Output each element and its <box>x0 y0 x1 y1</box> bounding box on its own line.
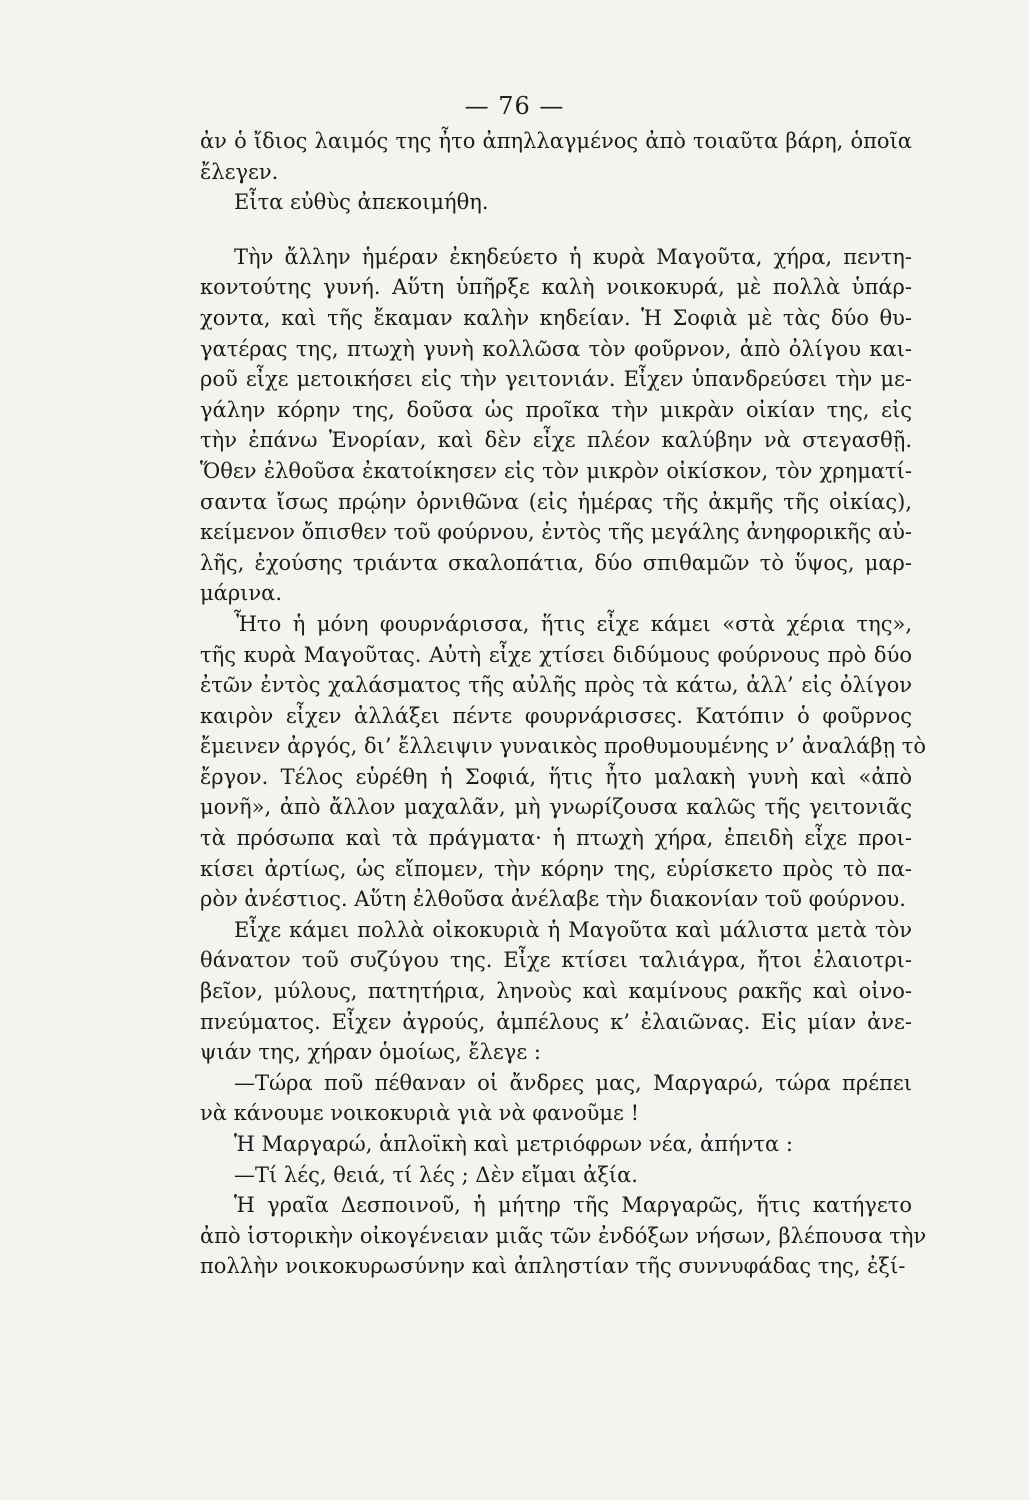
paragraph <box>200 1068 912 1129</box>
paragraph <box>200 242 912 609</box>
paragraph <box>200 915 912 1068</box>
text-line: Εἶτα εὐθὺς ἀπεκοιμήθη. <box>234 190 489 215</box>
page-number: — 76 — <box>464 92 565 120</box>
text-line: τῆς κυρὰ Μαγοῦτας. Αὐτὴ εἶχε χτίσει διδύμους φούρνους πρὸ δύο <box>200 642 912 667</box>
text-line: Ἦτο ἡ μόνη φουρνάρισσα, ἥτις εἶχε κάμει «στὰ χέρια της», <box>234 611 912 636</box>
text-line: νὰ κάνουμε νοικοκυριὰ γιὰ νὰ φανοῦμε ! <box>200 1101 640 1126</box>
text-line: βεῖον, μύλους, πατητήρια, ληνοὺς καὶ καμίνους ρακῆς καὶ οἰνο- <box>200 979 912 1004</box>
text-line: —Τί λές, θειά, τί λές ; Δὲν εἴμαι ἀξία. <box>234 1162 638 1187</box>
text-line: Τὴν ἄλλην ἡμέραν ἐκηδεύετο ἡ κυρὰ Μαγοῦτα, χήρα, πεντη- <box>234 244 912 269</box>
text-line: ἔργον. Τέλος εὑρέθη ἡ Σοφιά, ἥτις ἦτο μαλακὴ γυνὴ καὶ «ἀπὸ <box>200 764 912 789</box>
body-text <box>200 126 927 1282</box>
text-line: πολλὴν νοικοκυρωσύνην καὶ ἀπληστίαν τῆς συννυφάδας της, ἐξί- <box>200 1254 906 1279</box>
text-line: σαντα ἴσως πρῴην ὀρνιθῶνα (εἰς ἡμέρας τῆς ἀκμῆς τῆς οἰκίας), <box>200 489 912 514</box>
text-line: ψιάν της, χήραν ὁμοίως, ἔλεγε : <box>200 1040 541 1065</box>
text-line: Εἶχε κάμει πολλὰ οἰκοκυριὰ ἡ Μαγοῦτα καὶ μάλιστα μετὰ τὸν <box>234 917 912 942</box>
paragraph <box>200 609 926 915</box>
text-line: Ἡ γραῖα Δεσποινοῦ, ἡ μήτηρ τῆς Μαργαρῶς, ἥτις κατήγετο <box>234 1193 912 1218</box>
text-line: ἔλεγεν. <box>200 159 279 184</box>
text-line: μονῆ», ἀπὸ ἄλλον μαχαλᾶν, μὴ γνωρίζουσα καλῶς τῆς γειτονιᾶς <box>200 795 912 820</box>
text-line: γάλην κόρην της, δοῦσα ὡς προῖκα τὴν μικρὰν οἰκίαν της, εἰς <box>200 397 912 422</box>
text-line: κίσει ἀρτίως, ὡς εἴπομεν, τὴν κόρην της, εὑρίσκετο πρὸς τὸ πα- <box>200 856 912 881</box>
text-line: γατέρας της, πτωχὴ γυνὴ κολλῶσα τὸν φοῦρνον, ἀπὸ ὀλίγου και- <box>200 336 912 361</box>
text-line: μάρινα. <box>200 581 283 606</box>
paragraph <box>200 1129 912 1160</box>
paragraph-gap <box>200 218 912 242</box>
paragraph <box>200 1160 912 1191</box>
text-line: καιρὸν εἶχεν ἀλλάξει πέντε φουρνάρισσες. Κατόπιν ὁ φοῦρνος <box>200 703 912 728</box>
paragraph <box>200 1190 927 1282</box>
text-line: θάνατον τοῦ συζύγου της. Εἶχε κτίσει ταλιάγρα, ἤτοι ἐλαιοτρι- <box>200 948 912 973</box>
text-line: ἐτῶν ἐντὸς χαλάσματος τῆς αὐλῆς πρὸς τὰ κάτω, ἀλλ’ εἰς ὀλίγον <box>200 673 912 698</box>
text-line: ρὸν ἀνέστιος. Αὕτη ἐλθοῦσα ἀνέλαβε τὴν διακονίαν τοῦ φούρνου. <box>200 887 906 912</box>
text-line: χοντα, καὶ τῆς ἔκαμαν καλὴν κηδείαν. Ἡ Σοφιὰ μὲ τὰς δύο θυ- <box>200 305 912 330</box>
text-line: τὰ πρόσωπα καὶ τὰ πράγματα· ἡ πτωχὴ χήρα, ἐπειδὴ εἶχε προι- <box>200 826 912 851</box>
text-line: ἀπὸ ἱστορικὴν οἰκογένειαν μιᾶς τῶν ἐνδόξων νήσων, βλέπουσα τὴν <box>200 1223 927 1248</box>
text-line: τὴν ἐπάνω Ἐνορίαν, καὶ δὲν εἶχε πλέον καλύβην νὰ στεγασθῇ. <box>200 428 912 453</box>
text-line: ἔμεινεν ἀργός, δι’ ἔλλειψιν γυναικὸς προθυμουμένης ν’ ἀναλάβῃ τὸ <box>200 734 926 759</box>
text-line: ροῦ εἶχε μετοικήσει εἰς τὴν γειτονιάν. Εἶχεν ὑπανδρεύσει τὴν με- <box>200 367 912 392</box>
text-line: κείμενον ὄπισθεν τοῦ φούρνου, ἐντὸς τῆς μεγάλης ἀνηφορικῆς αὐ- <box>200 520 912 545</box>
text-line: —Τώρα ποῦ πέθαναν οἱ ἄνδρες μας, Μαργαρώ, τώρα πρέπει <box>234 1070 912 1095</box>
paragraph <box>200 187 912 218</box>
paragraph <box>200 126 912 187</box>
text-line: λῆς, ἐχούσης τριάντα σκαλοπάτια, δύο σπιθαμῶν τὸ ὕψος, μαρ- <box>200 550 912 575</box>
text-line: πνεύματος. Εἶχεν ἀγρούς, ἀμπέλους κ’ ἐλαιῶνας. Εἰς μίαν ἀνε- <box>200 1009 912 1034</box>
text-line: Ἡ Μαργαρώ, ἁπλοϊκὴ καὶ μετριόφρων νέα, ἀπήντα : <box>234 1132 793 1156</box>
text-line: κοντούτης γυνή. Αὕτη ὑπῆρξε καλὴ νοικοκυρά, μὲ πολλὰ ὑπάρ- <box>200 275 912 300</box>
text-line: ἀν ὁ ἴδιος λαιμός της ἦτο ἀπηλλαγμένος ἀπὸ τοιαῦτα βάρη, ὁποῖα <box>200 129 912 153</box>
text-line: Ὅθεν ἐλθοῦσα ἐκατοίκησεν εἰς τὸν μικρὸν οἰκίσκον, τὸν χρηματί- <box>200 458 912 483</box>
